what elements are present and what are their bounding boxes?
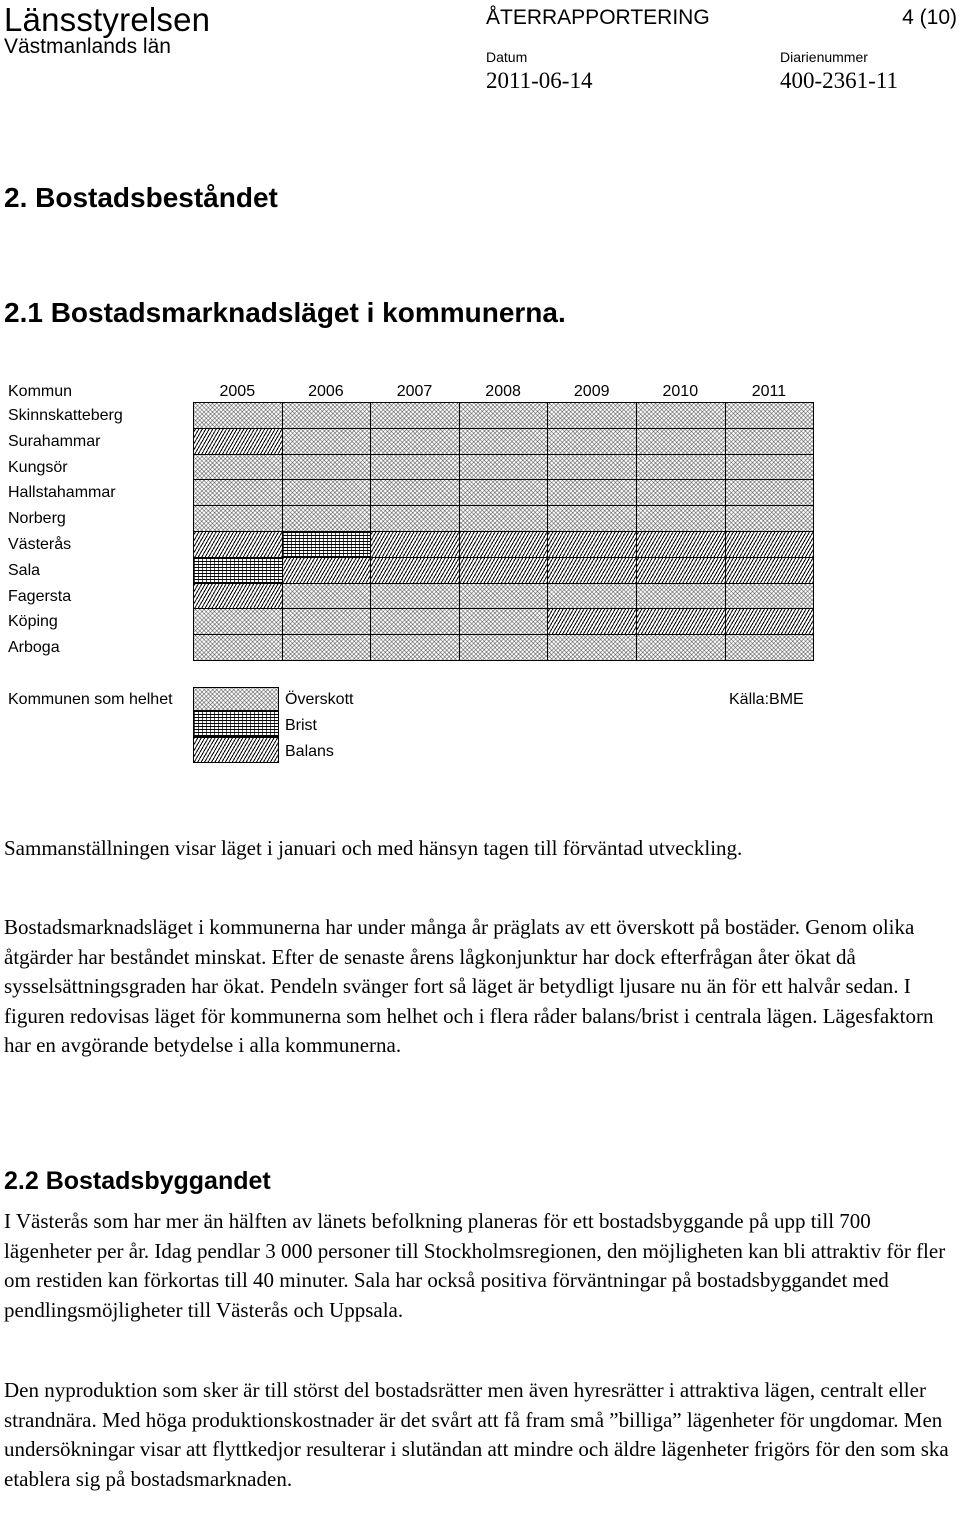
legend-label-balans: Balans xyxy=(285,743,334,760)
municipality-label: Arboga xyxy=(8,639,60,657)
status-cell xyxy=(636,479,726,506)
status-cell xyxy=(282,454,372,481)
status-cell xyxy=(193,428,283,455)
logo-county: Västmanlands län xyxy=(4,35,171,58)
status-cell xyxy=(193,634,283,661)
status-cell xyxy=(459,428,549,455)
status-cell xyxy=(459,583,549,610)
status-cell xyxy=(459,454,549,481)
year-label: 2009 xyxy=(573,383,610,400)
status-cell xyxy=(725,634,815,661)
municipality-label: Fagersta xyxy=(8,587,72,605)
date-label: Datum xyxy=(486,49,528,65)
status-cell xyxy=(282,479,372,506)
legend-swatch-overskott xyxy=(193,687,279,711)
status-cell xyxy=(193,454,283,481)
municipality-label: Skinnskatteberg xyxy=(8,407,123,424)
status-cell xyxy=(193,557,283,584)
status-cell xyxy=(193,531,283,558)
status-cell xyxy=(282,608,372,635)
status-cell xyxy=(370,608,460,635)
status-cell xyxy=(370,531,460,558)
subsection-heading-2: 2.2 Bostadsbyggandet xyxy=(4,1167,271,1195)
status-cell xyxy=(370,505,460,532)
status-cell xyxy=(459,608,549,635)
column-header: Kommun xyxy=(8,383,73,400)
status-cell xyxy=(459,505,549,532)
status-cell xyxy=(370,402,460,429)
status-cell xyxy=(282,505,372,532)
year-label: 2007 xyxy=(396,383,433,400)
status-cell xyxy=(725,479,815,506)
status-cell xyxy=(636,428,726,455)
status-cell xyxy=(282,531,372,558)
status-cell xyxy=(370,454,460,481)
municipality-label: Köping xyxy=(8,613,58,631)
status-cell xyxy=(547,428,637,455)
status-cell xyxy=(459,402,549,429)
status-cell xyxy=(547,634,637,661)
diarie-value: 400-2361-11 xyxy=(780,68,898,93)
municipality-label: Surahammar xyxy=(8,432,101,450)
section-heading: 2. Bostadsbeståndet xyxy=(4,182,278,213)
status-cell xyxy=(636,531,726,558)
status-cell xyxy=(725,608,815,635)
subsection-heading-1: 2.1 Bostadsmarknadsläget i kommunerna. xyxy=(4,297,566,328)
status-cell xyxy=(547,557,637,584)
status-cell xyxy=(725,454,815,481)
status-cell xyxy=(725,402,815,429)
status-cell xyxy=(282,583,372,610)
legend-label-brist: Brist xyxy=(285,717,317,734)
status-cell xyxy=(725,428,815,455)
paragraph-new-production: Den nyproduktion som sker är till störst del bostadsrätter men även hyresrätter i attraktiva lägen, centralt eller strandnära. Med höga produktionskostnader är det svårt att få fram små ”billiga” lägenheter för ungdomar. Men undersökningar visar att flyttkedjor resulterar i slutändan att mindre och äldre lägenheter frigörs för den som ska etablera sig på bostadsmarknaden. xyxy=(4,1378,949,1491)
status-cell xyxy=(282,634,372,661)
status-cell xyxy=(547,454,637,481)
status-cell xyxy=(547,608,637,635)
status-cell xyxy=(725,505,815,532)
status-cell xyxy=(282,402,372,429)
status-cell xyxy=(370,557,460,584)
diarie-label: Diarienummer xyxy=(780,49,868,65)
municipality-label: Sala xyxy=(8,561,41,579)
status-cell xyxy=(193,505,283,532)
status-cell xyxy=(636,583,726,610)
year-label: 2011 xyxy=(751,383,787,400)
year-label: 2005 xyxy=(219,383,256,400)
year-label: 2008 xyxy=(485,383,521,400)
status-cell xyxy=(636,505,726,532)
status-cell xyxy=(636,608,726,635)
status-cell xyxy=(547,505,637,532)
status-cell xyxy=(636,557,726,584)
status-cell xyxy=(547,583,637,610)
status-cell xyxy=(193,583,283,610)
status-cell xyxy=(636,454,726,481)
status-cell xyxy=(725,531,815,558)
status-cell xyxy=(547,479,637,506)
status-cell xyxy=(547,531,637,558)
status-cell xyxy=(370,583,460,610)
status-cell xyxy=(370,428,460,455)
status-cell xyxy=(636,402,726,429)
status-cell xyxy=(636,634,726,661)
status-cell xyxy=(282,428,372,455)
legend-swatch-balans xyxy=(193,737,279,763)
status-cell xyxy=(725,557,815,584)
legend-label-overskott: Överskott xyxy=(285,691,354,708)
source-label: Källa:BME xyxy=(729,691,804,708)
date-value: 2011-06-14 xyxy=(486,68,593,93)
status-cell xyxy=(193,402,283,429)
municipality-label: Hallstahammar xyxy=(8,484,116,502)
page-number: 4 (10) xyxy=(902,6,957,29)
year-label: 2006 xyxy=(308,383,344,400)
status-cell xyxy=(459,479,549,506)
status-cell xyxy=(193,608,283,635)
summary-label: Kommunen som helhet xyxy=(8,691,173,708)
municipality-label: Västerås xyxy=(8,536,72,553)
municipality-label: Norberg xyxy=(8,510,66,528)
status-cell xyxy=(282,557,372,584)
paragraph-vasteras-building: I Västerås som har mer än hälften av länets befolkning planeras för ett bostadsbyggande på upp till 700 lägenheter per år. Idag pendlar 3 000 personer till Stockholmsregionen, den möjligheten kan bli attraktiv för fler om restiden kan förkortas till 40 minuter. Sala har också positiva förväntningar på bostadsbyggandet med pendlingsmöjligheter till Västerås och Uppsala. xyxy=(4,1209,946,1322)
document-type: ÅTERRAPPORTERING xyxy=(486,6,710,29)
status-cell xyxy=(193,479,283,506)
year-label: 2010 xyxy=(662,383,699,400)
status-cell xyxy=(370,479,460,506)
status-cell xyxy=(459,557,549,584)
logo-name: Länsstyrelsen xyxy=(4,1,211,38)
status-cell xyxy=(547,402,637,429)
municipality-label: Kungsör xyxy=(8,458,68,476)
status-cell xyxy=(370,634,460,661)
status-cell xyxy=(459,634,549,661)
paragraph-summary-note: Sammanställningen visar läget i januari och med hänsyn tagen till förväntad utveckling. xyxy=(4,836,743,860)
status-cell xyxy=(459,531,549,558)
paragraph-market-situation: Bostadsmarknadsläget i kommunerna har under många år präglats av ett överskott på bostäder. Genom olika åtgärder har beståndet minskat. Efter de senaste årens lågkonjunktur har dock efterfrågan åter ökat då sysselsättningsgraden har ökat. Pendeln svänger fort så läget är betydligt ljusare nu än för ett halvår sedan. I figuren redovisas läget för kommunerna som helhet och i flera råder balans/brist i centrala lägen. Lägesfaktorn har en avgörande betydelse i alla kommunerna. xyxy=(4,915,934,1058)
status-cell xyxy=(725,583,815,610)
legend-swatch-brist xyxy=(193,711,279,737)
